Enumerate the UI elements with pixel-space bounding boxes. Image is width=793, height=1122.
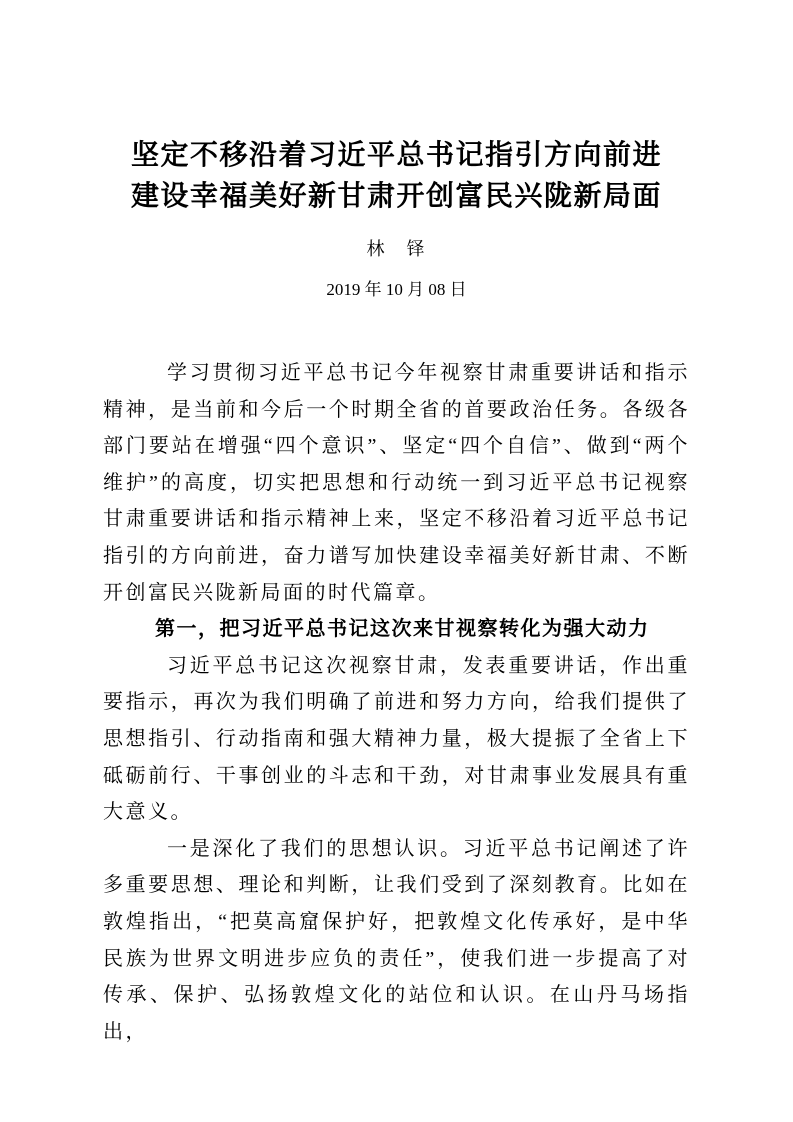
author-name: 林 铎 xyxy=(366,239,427,259)
title-line-2: 建设幸福美好新甘肃开创富民兴陇新局面 xyxy=(130,181,662,212)
title-line-1: 坚定不移沿着习近平总书记指引方向前进 xyxy=(130,140,662,171)
publish-date: 2019 年 10 月 08 日 xyxy=(326,280,467,299)
paragraph-understanding: 一是深化了我们的思想认识。习近平总书记阐述了许多重要思想、理论和判断，让我们受到了深刻教育。比如在敦煌指出，“把莫高窟保护好，把敦煌文化传承好，是中华民族为世界文明进步应负的责任”，使我们进一步提高了对传承、保护、弘扬敦煌文化的站位和认识。在山丹马场指出， xyxy=(103,837,690,1043)
document-title xyxy=(103,135,690,217)
document-body xyxy=(103,355,690,1050)
paragraph-intro: 学习贯彻习近平总书记今年视察甘肃重要讲话和指示精神，是当前和今后一个时期全省的首要政治任务。各级各部门要站在增强“四个意识”、坚定“四个自信”、做到“两个维护”的高度，切实把思想和行动统一到习近平总书记视察甘肃重要讲话和指示精神上来，坚定不移沿着习近平总书记指引的方向前进，奋力谱写加快建设幸福美好新甘肃、不断开创富民兴陇新局面的时代篇章。 xyxy=(103,362,690,604)
paragraph-significance: 习近平总书记这次视察甘肃，发表重要讲话，作出重要指示，再次为我们明确了前进和努力方向，给我们提供了思想指引、行动指南和强大精神力量，极大提振了全省上下砥砺前行、干事创业的斗志和干劲，对甘肃事业发展具有重大意义。 xyxy=(103,654,690,824)
section-heading-first: 第一，把习近平总书记这次来甘视察转化为强大动力 xyxy=(155,618,650,641)
